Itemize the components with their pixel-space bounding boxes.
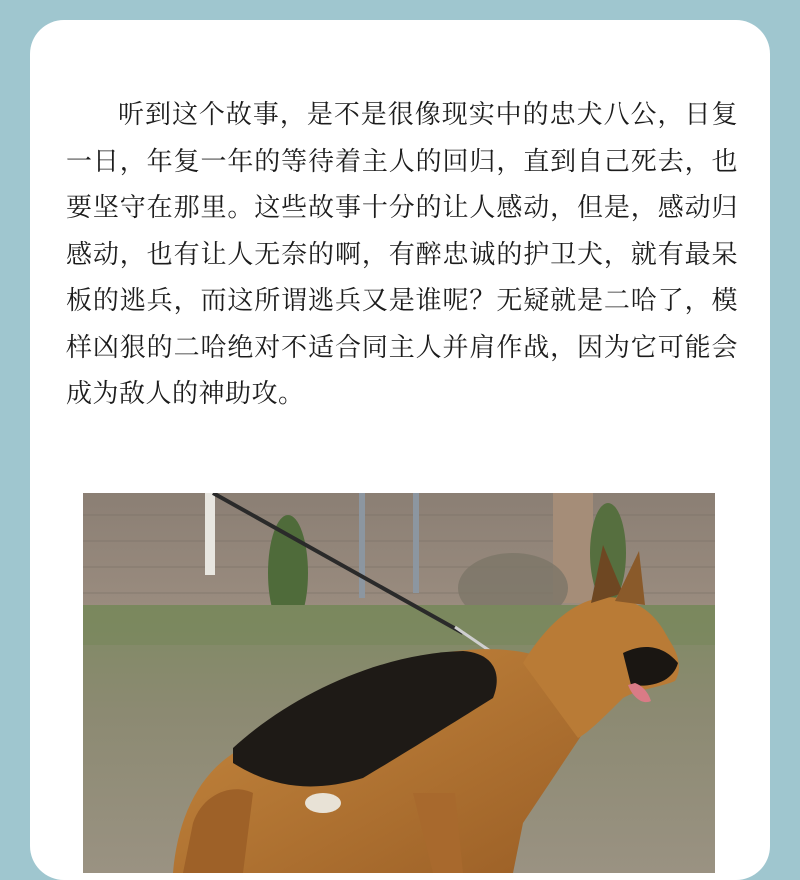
dog-photo [83, 493, 715, 873]
content-card [30, 20, 770, 880]
german-shepherd-dog-photo-icon [83, 493, 715, 873]
article-paragraph: 听到这个故事，是不是很像现实中的忠犬八公，日复一日，年复一年的等待着主人的回归，直到自己死去，也要坚守在那里。这些故事十分的让人感动，但是，感动归感动，也有让人无奈的啊，有醉忠诚的护卫犬，就有最呆板的逃兵，而这所谓逃兵又是谁呢？无疑就是二哈了，模样凶狠的二哈绝对不适合同主人并肩作战，因为它可能会成为敌人的神助攻。 [66, 100, 738, 409]
